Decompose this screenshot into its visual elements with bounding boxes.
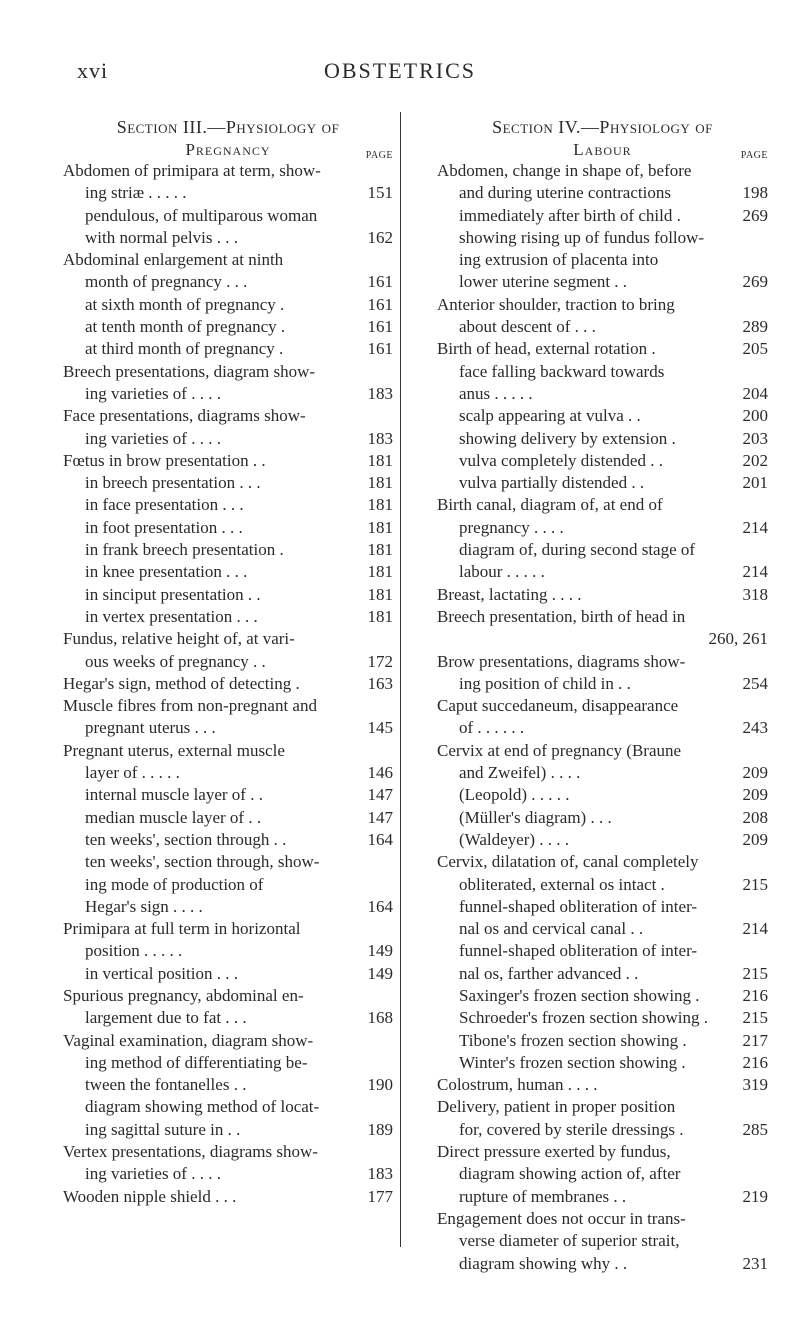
entry-page-number: 145 (367, 718, 393, 738)
index-entry (63, 740, 393, 762)
entry-page-number: 203 (742, 428, 768, 448)
index-entry (63, 227, 393, 249)
entry-page-number: 202 (742, 450, 768, 470)
index-entry (437, 361, 768, 383)
entry-text: Breech presentation, birth of head in (437, 606, 686, 626)
entry-text: in knee presentation . . . (85, 562, 248, 582)
index-entry (63, 851, 393, 873)
index-entry (437, 517, 768, 539)
entry-text: in foot presentation . . . (85, 517, 243, 537)
entry-page-number: 205 (742, 339, 768, 359)
index-entry (63, 361, 393, 383)
entry-page-number: 254 (742, 673, 768, 693)
entry-page-number: 215 (742, 963, 768, 983)
entry-text: and Zweifel) . . . . (459, 763, 581, 783)
section-subtitle (437, 139, 768, 160)
index-entry (63, 205, 393, 227)
entry-text: ten weeks', section through, show- (85, 852, 320, 872)
index-entry (437, 807, 768, 829)
page-header (0, 58, 800, 88)
entry-page-number: 260, 261 (708, 629, 768, 649)
running-title: OBSTETRICS (323, 58, 477, 83)
entry-text: Face presentations, diagrams show- (63, 406, 306, 426)
entry-text: (Waldeyer) . . . . (459, 829, 570, 849)
index-entry (437, 561, 768, 583)
entry-page-number: 181 (367, 562, 393, 582)
index-entry (63, 1052, 393, 1074)
entry-text: Saxinger's frozen section showing . (459, 985, 700, 1005)
index-entry (437, 1007, 768, 1029)
entry-text: Anterior shoulder, traction to bring (437, 294, 675, 314)
index-entry (63, 405, 393, 427)
index-entry (63, 606, 393, 628)
index-entry (437, 1096, 768, 1118)
entry-text: in frank breech presentation . (85, 540, 284, 560)
section-title: Section IV.—Physiology of (492, 117, 713, 137)
index-entry (437, 940, 768, 962)
entry-page-number: 163 (367, 673, 393, 693)
index-entry (437, 160, 768, 182)
entry-text: in sinciput presentation . . (85, 584, 261, 604)
index-entry (63, 584, 393, 606)
entry-page-number: 216 (742, 1052, 768, 1072)
index-entry (63, 829, 393, 851)
entry-page-number: 161 (367, 294, 393, 314)
entry-text: showing rising up of fundus follow- (459, 227, 705, 247)
entry-text: ing varieties of . . . . (85, 383, 221, 403)
entry-text: in vertex presentation . . . (85, 606, 258, 626)
entry-text: funnel-shaped obliteration of inter- (459, 896, 698, 916)
entry-page-number: 217 (742, 1030, 768, 1050)
entry-text: face falling backward towards (459, 361, 665, 381)
entry-page-number: 201 (742, 473, 768, 493)
index-entry (437, 1230, 768, 1252)
entry-page-number: 200 (742, 406, 768, 426)
index-entry (63, 271, 393, 293)
index-entry (437, 1208, 768, 1230)
entry-text: Direct pressure exerted by fundus, (437, 1142, 671, 1162)
entry-page-number: 181 (367, 540, 393, 560)
entry-text: Spurious pregnancy, abdominal en- (63, 985, 304, 1005)
entry-text: rupture of membranes . . (459, 1186, 627, 1206)
index-entry (63, 338, 393, 360)
entry-text: Vertex presentations, diagrams show- (63, 1142, 318, 1162)
entry-text: of . . . . . . (459, 718, 525, 738)
entry-text: Cervix at end of pregnancy (Braune (437, 740, 682, 760)
entry-text: verse diameter of superior strait, (459, 1231, 680, 1251)
index-column-right (437, 116, 768, 1275)
entry-page-number: 319 (742, 1075, 768, 1095)
index-entry (63, 874, 393, 896)
index-entry (437, 584, 768, 606)
entry-page-number: 285 (742, 1119, 768, 1139)
entry-page-number: 189 (367, 1119, 393, 1139)
entry-page-number: 204 (742, 383, 768, 403)
index-entry (437, 673, 768, 695)
index-entry (63, 784, 393, 806)
entry-text: ing varieties of . . . . (85, 428, 221, 448)
entry-text: pregnant uterus . . . (85, 718, 216, 738)
entry-text: Schroeder's frozen section showing . (459, 1008, 709, 1028)
index-entry (437, 494, 768, 516)
entry-text: for, covered by sterile dressings . (459, 1119, 684, 1139)
index-entry (437, 1163, 768, 1185)
entry-text: scalp appearing at vulva . . (459, 406, 641, 426)
index-entry (437, 918, 768, 940)
index-entry (63, 628, 393, 650)
entry-text: Breast, lactating . . . . (437, 584, 582, 604)
entry-page-number: 172 (367, 651, 393, 671)
entry-page-number: 146 (367, 763, 393, 783)
index-entry (63, 160, 393, 182)
index-entry (437, 1141, 768, 1163)
entry-text: layer of . . . . . (85, 763, 180, 783)
entry-text: Breech presentations, diagram show- (63, 361, 316, 381)
index-entry (437, 227, 768, 249)
entry-page-number: 151 (367, 183, 393, 203)
index-entry (437, 405, 768, 427)
entry-text: at tenth month of pregnancy . (85, 317, 286, 337)
index-entry (437, 784, 768, 806)
entry-page-number: 183 (367, 428, 393, 448)
entry-page-number: 181 (367, 495, 393, 515)
entry-text: Hegar's sign . . . . (85, 896, 203, 916)
entry-text: Muscle fibres from non-pregnant and (63, 696, 317, 716)
index-entry (63, 249, 393, 271)
entry-page-number: 219 (742, 1186, 768, 1206)
index-entry (437, 695, 768, 717)
entry-page-number: 318 (742, 584, 768, 604)
entry-text: Delivery, patient in proper position (437, 1097, 676, 1117)
entry-text: obliterated, external os intact . (459, 874, 665, 894)
index-entry (437, 249, 768, 271)
index-entry (63, 383, 393, 405)
entry-page-number: 161 (367, 317, 393, 337)
index-entry (437, 539, 768, 561)
entry-page-number: 181 (367, 473, 393, 493)
entry-page-number: 147 (367, 807, 393, 827)
entry-page-number: 147 (367, 785, 393, 805)
index-entry (63, 1074, 393, 1096)
entry-page-number: 183 (367, 1164, 393, 1184)
entry-text: showing delivery by extension . (459, 428, 676, 448)
entry-page-number: 289 (742, 317, 768, 337)
entry-text: (Leopold) . . . . . (459, 785, 570, 805)
entry-text: Vaginal examination, diagram show- (63, 1030, 314, 1050)
entry-text: Birth of head, external rotation . (437, 339, 656, 359)
entry-text: diagram of, during second stage of (459, 540, 696, 560)
entry-page-number: 181 (367, 450, 393, 470)
page-column-header: PAGE (740, 150, 768, 161)
index-entry (437, 316, 768, 338)
entry-page-number: 269 (742, 272, 768, 292)
entry-text: ing position of child in . . (459, 673, 631, 693)
index-entry (63, 673, 393, 695)
index-entry (63, 1096, 393, 1118)
section-title: Section III.—Physiology of (116, 117, 340, 137)
entry-text: vulva partially distended . . (459, 473, 645, 493)
entry-page-number: 269 (742, 205, 768, 225)
entry-page-number: 164 (367, 829, 393, 849)
index-entry (437, 383, 768, 405)
index-entry (63, 717, 393, 739)
index-entry (63, 182, 393, 204)
entry-page-number: 149 (367, 963, 393, 983)
entry-page-number: 183 (367, 383, 393, 403)
entry-text: (Müller's diagram) . . . (459, 807, 612, 827)
index-entry (63, 1163, 393, 1185)
entry-text: immediately after birth of child . (459, 205, 681, 225)
index-entry (437, 762, 768, 784)
index-entry (63, 1141, 393, 1163)
index-entry (437, 338, 768, 360)
entry-page-number: 149 (367, 941, 393, 961)
entry-text: diagram showing method of locat- (85, 1097, 320, 1117)
index-entry (437, 651, 768, 673)
index-entry (63, 450, 393, 472)
entry-text: funnel-shaped obliteration of inter- (459, 941, 698, 961)
entry-page-number: 214 (742, 562, 768, 582)
entry-page-number: 161 (367, 339, 393, 359)
entry-text: median muscle layer of . . (85, 807, 262, 827)
entry-text: lower uterine segment . . (459, 272, 628, 292)
index-entry (437, 1186, 768, 1208)
entry-text: internal muscle layer of . . (85, 785, 263, 805)
entry-text: ing mode of production of (85, 874, 264, 894)
entry-page-number: 168 (367, 1008, 393, 1028)
index-entry (437, 1253, 768, 1275)
column-divider (400, 112, 401, 1247)
entry-page-number: 208 (742, 807, 768, 827)
index-entry (437, 985, 768, 1007)
entry-text: diagram showing action of, after (459, 1164, 681, 1184)
entry-page-number: 164 (367, 896, 393, 916)
index-entry (63, 1186, 393, 1208)
entry-page-number: 214 (742, 919, 768, 939)
entry-text: ing sagittal suture in . . (85, 1119, 241, 1139)
entry-text: Wooden nipple shield . . . (63, 1186, 237, 1206)
index-entry (437, 829, 768, 851)
entry-page-number: 243 (742, 718, 768, 738)
entry-page-number: 216 (742, 985, 768, 1005)
index-entry (437, 896, 768, 918)
entry-text: Fundus, relative height of, at vari- (63, 629, 295, 649)
index-entry (63, 807, 393, 829)
entry-text: Engagement does not occur in trans- (437, 1208, 686, 1228)
entry-text: Abdominal enlargement at ninth (63, 250, 284, 270)
index-entry (437, 450, 768, 472)
entry-page-number: 209 (742, 763, 768, 783)
index-entry (437, 271, 768, 293)
index-entry (63, 517, 393, 539)
entry-text: Primipara at full term in horizontal (63, 919, 301, 939)
index-entry (437, 182, 768, 204)
entry-text: and during uterine contractions (459, 183, 671, 203)
entry-text: nal os, farther advanced . . (459, 963, 639, 983)
entry-text: labour . . . . . (459, 562, 545, 582)
index-entry (437, 717, 768, 739)
entry-page-number: 181 (367, 606, 393, 626)
index-entry (63, 963, 393, 985)
entry-text: ous weeks of pregnancy . . (85, 651, 266, 671)
index-entry (63, 316, 393, 338)
index-entry (437, 1052, 768, 1074)
entry-page-number: 209 (742, 829, 768, 849)
entry-text: ing varieties of . . . . (85, 1164, 221, 1184)
entry-text: Brow presentations, diagrams show- (437, 651, 686, 671)
page-number: xvi (77, 58, 109, 83)
entry-page-number: 190 (367, 1075, 393, 1095)
index-entry (63, 762, 393, 784)
entry-text: at sixth month of pregnancy . (85, 294, 285, 314)
entry-text: ing striæ . . . . . (85, 183, 187, 203)
section-subtitle (63, 139, 393, 160)
entry-text: in vertical position . . . (85, 963, 238, 983)
index-entry (63, 539, 393, 561)
index-entry (63, 428, 393, 450)
entry-text: pendulous, of multiparous woman (85, 205, 318, 225)
index-entry (63, 896, 393, 918)
index-column-left (63, 116, 393, 1208)
index-entry (63, 651, 393, 673)
entry-text: month of pregnancy . . . (85, 272, 248, 292)
entry-page-number: 215 (742, 874, 768, 894)
entry-text: Pregnant uterus, external muscle (63, 740, 285, 760)
entry-text: diagram showing why . . (459, 1253, 628, 1273)
index-entry (437, 628, 768, 650)
entry-page-number: 209 (742, 785, 768, 805)
entry-text: largement due to fat . . . (85, 1008, 247, 1028)
entry-text: position . . . . . (85, 941, 183, 961)
index-entry (63, 294, 393, 316)
entry-text: ing extrusion of placenta into (459, 250, 659, 270)
section-subtitle-text: Labour (573, 140, 632, 159)
section-subtitle-text: Pregnancy (185, 140, 271, 159)
entry-page-number: 177 (367, 1186, 393, 1206)
index-entry (63, 918, 393, 940)
index-entry (437, 294, 768, 316)
entry-text: Abdomen of primipara at term, show- (63, 161, 321, 180)
entry-text: Tibone's frozen section showing . (459, 1030, 687, 1050)
index-entry (63, 940, 393, 962)
entry-page-number: 215 (742, 1008, 768, 1028)
entry-page-number: 162 (367, 227, 393, 247)
entry-page-number: 181 (367, 584, 393, 604)
index-entry (63, 1007, 393, 1029)
index-entry (63, 695, 393, 717)
index-entry (437, 1074, 768, 1096)
entry-text: with normal pelvis . . . (85, 227, 238, 247)
entry-page-number: 161 (367, 272, 393, 292)
index-entry (437, 1030, 768, 1052)
index-entry (437, 1119, 768, 1141)
index-entry (437, 874, 768, 896)
entry-text: Birth canal, diagram of, at end of (437, 495, 663, 515)
entry-page-number: 198 (742, 183, 768, 203)
index-entry (437, 472, 768, 494)
entry-text: ing method of differentiating be- (85, 1052, 308, 1072)
entry-page-number: 181 (367, 517, 393, 537)
index-entry (437, 606, 768, 628)
entry-text: in face presentation . . . (85, 495, 244, 515)
index-entries (63, 160, 393, 1208)
index-entry (437, 963, 768, 985)
page-column-header: PAGE (365, 150, 393, 161)
entry-page-number: 231 (742, 1253, 768, 1273)
index-entry (63, 561, 393, 583)
entry-text: anus . . . . . (459, 383, 533, 403)
index-entry (63, 494, 393, 516)
entry-page-number: 214 (742, 517, 768, 537)
index-entry (63, 985, 393, 1007)
entry-text: Caput succedaneum, disappearance (437, 696, 679, 716)
entry-text: nal os and cervical canal . . (459, 919, 644, 939)
entry-text: Colostrum, human . . . . (437, 1075, 598, 1095)
index-entries (437, 160, 768, 1275)
entry-text: in breech presentation . . . (85, 473, 261, 493)
entry-text: tween the fontanelles . . (85, 1075, 247, 1095)
index-entry (437, 851, 768, 873)
entry-text: Hegar's sign, method of detecting . (63, 673, 300, 693)
entry-text: ten weeks', section through . . (85, 829, 287, 849)
entry-text: Abdomen, change in shape of, before (437, 161, 692, 180)
index-entry (437, 740, 768, 762)
index-entry (63, 1030, 393, 1052)
entry-text: vulva completely distended . . (459, 450, 663, 470)
index-entry (437, 428, 768, 450)
index-entry (437, 205, 768, 227)
index-entry (63, 1119, 393, 1141)
entry-text: pregnancy . . . . (459, 517, 564, 537)
entry-text: Cervix, dilatation of, canal completely (437, 852, 699, 872)
entry-text: Winter's frozen section showing . (459, 1052, 686, 1072)
index-entry (63, 472, 393, 494)
entry-text: Fœtus in brow presentation . . (63, 450, 266, 470)
entry-text: at third month of pregnancy . (85, 339, 284, 359)
entry-text: about descent of . . . (459, 317, 596, 337)
